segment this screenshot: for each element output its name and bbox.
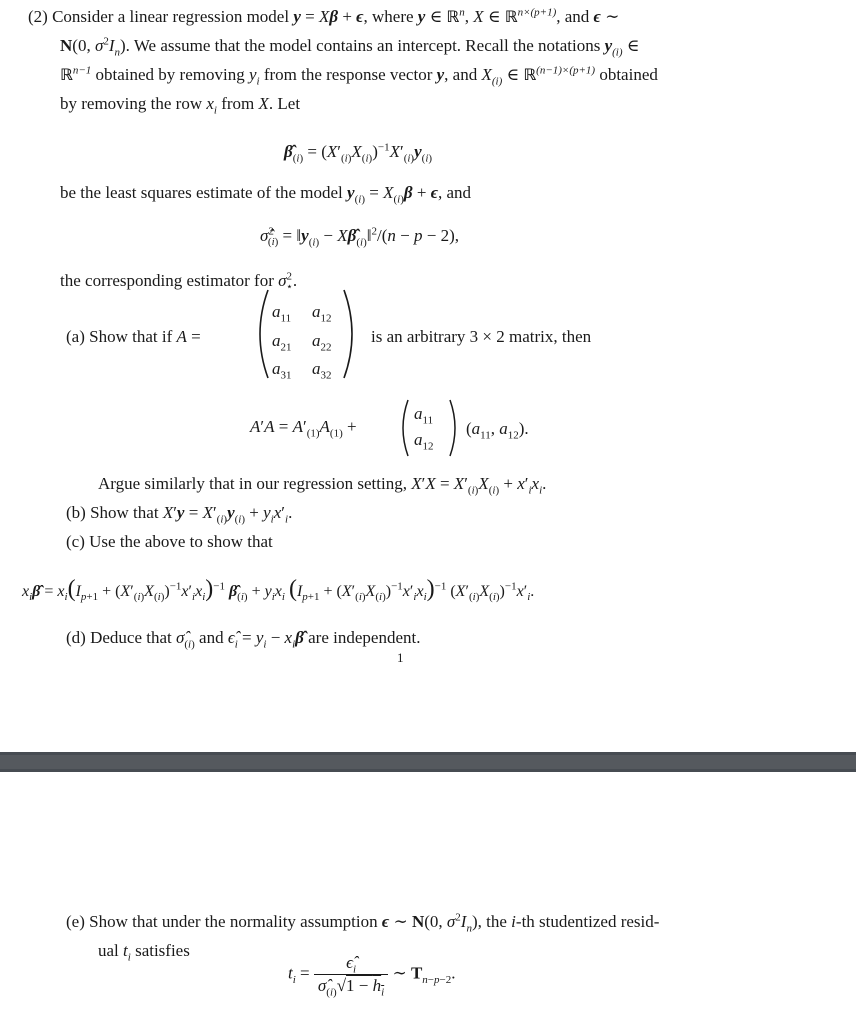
part-d-line: (d) Deduce that $\sigmâ_{(i)}$ and $\epsilon̂_i = y_i$ − $x_i\betâ$ are independent. [66,628,421,651]
matrix-a31: $a_{31}$ [272,359,292,382]
part-c-label: (c) [66,532,85,551]
part-c-line: (c) Use the above to show that [66,532,273,551]
matrix-a11: $a_{11}$ [272,302,292,325]
page-2 [0,772,856,1024]
equation-part-c: $x_i\betâ = x_i(I_{p+1} + (X'_{(i)}X_{(i)})^{-1}x'_ix_i)^{-1}$ $\betâ_{(i)} + y_ix_i$ $(I_{p+1} + (X'_{(i)}X_{(i)})^{-1}x'_ix_i)^{-1}$ $(X'_{(i)}X_{(i)})^{-1}x'_i$. [22,576,535,604]
equation-beta-hat: $\betâ_{(i)} = (X'_{(i)}X_{(i)})^{-1}X'_{(i)}y_{(i)}$ [284,141,433,165]
vector-a12: $a_{12}$ [414,430,434,453]
part-e-line-2: ual $t_i$ satisfies [98,941,190,964]
estimator-line: the corresponding estimator for $\sigma^2_⋆$. [60,270,298,294]
intro-line-4: by removing the row $x_i$ from X. Let [60,94,301,117]
intro-line-1: (2) Consider a linear regression model y = Xβ + ϵ, where y ∈ ℝ$^n$, X ∈ ℝ$^{n\times(p+1)}$, and ϵ ∼ [28,6,620,26]
vector-a1 [398,397,460,459]
matrix-a21: $a_{21}$ [272,331,292,354]
equation-studentized: $t_i$ = $\frac{\epsilon̂_i}{\sigmâ_{(i)}√1 - h_i}$ ∼ $T_{n-p-2}$. [288,953,456,999]
part-d-label: (d) [66,628,86,647]
argue-similarly-line: Argue similarly that in our regression setting, $X'X = X'_{(i)}X_{(i)} + x'_ix_i$. [98,474,547,497]
page-number: 1 [397,650,404,665]
part-a-label: (a) [66,327,85,346]
problem-number: (2) [28,7,48,26]
part-b-label: (b) [66,503,86,522]
matrix-a32: $a_{32}$ [312,359,332,382]
part-e-line-1: (e) Show that under the normality assumption ϵ ∼ N(0, $\sigma^2I_n$), the i-th studentized resid- [66,911,660,935]
equation-sigma-hat: σ̂$^2_{(i)}$ = $‖y_{(i)}$ − $X\betâ_{(i)}‖^2/(n - p - 2)$, [260,225,459,249]
matrix-a [250,286,362,382]
studentized-fraction: $\frac{\epsilon̂_i}{\sigmâ_{(i)}√1 - h_i}$ [314,952,388,997]
part-a-line: (a) Show that if A = [66,327,201,346]
intro-line-3: ℝ$^{n-1}$ obtained by removing $y_i$ from the response vector y, and $X_{(i)}$ ∈ ℝ$^{(n-1)\times(p+1)}$ obtained [60,64,658,88]
equation-ata: $A'A = A'_{(1)}A_{(1)}$ + [250,417,357,440]
matrix-a22: $a_{22}$ [312,331,332,354]
intro-line-2: N(0, $\sigma^2I_n$). We assume that the model contains an intercept. Recall the notations $y_{(i)}$ ∈ [60,35,640,59]
page-separator [0,752,856,772]
matrix-a12: $a_{12}$ [312,302,332,325]
vector-a11: $a_{11}$ [414,404,434,427]
least-squares-line: be the least squares estimate of the model $y_{(i)} = X_{(i)}\beta + \epsilon$, and [60,183,472,206]
part-a-arbitrary: is an arbitrary 3 × 2 matrix, then [371,327,592,346]
matrix-brackets [250,286,362,382]
part-e-label: (e) [66,912,85,931]
row-vector: ($a_{11}$, $a_{12}$). [466,419,529,442]
part-b-line: (b) Show that $X'y = X'_{(i)}y_{(i)} + y_ix'_i$. [66,503,293,526]
